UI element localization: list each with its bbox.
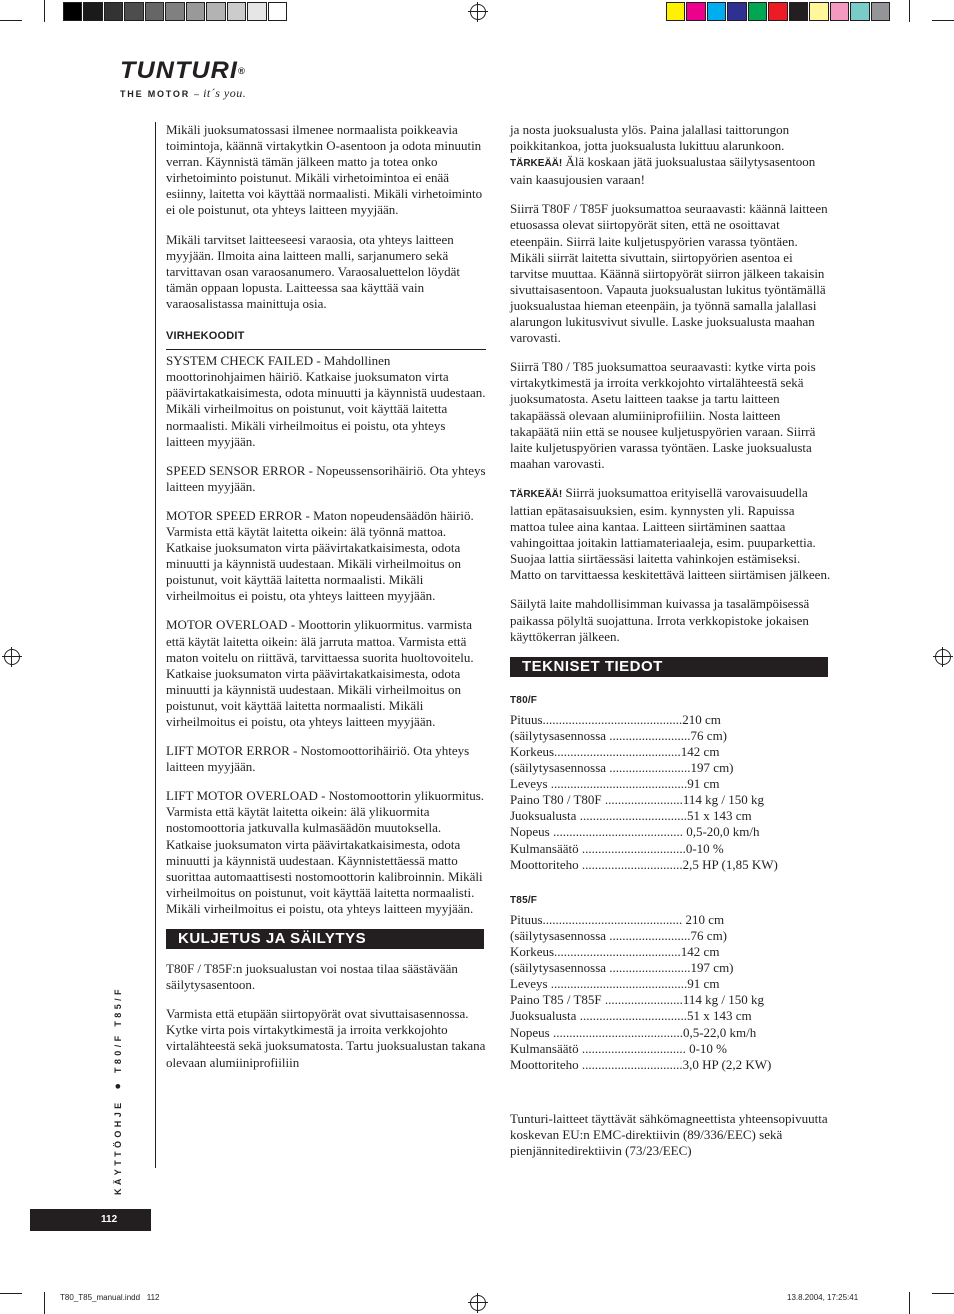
spec-value: 210 cm — [682, 711, 721, 727]
registration-mark-icon — [470, 1295, 486, 1311]
spec-label: Leveys — [510, 976, 548, 992]
spec-value: 0-10 % — [689, 1040, 728, 1056]
column-rule — [155, 122, 156, 1168]
important-text: Siirrä juoksumattoa erityisellä varovaisuudella lattian epätasaisuuksien, esim. kynnysten yli. Rapuissa mattoa tulee aina kantaa. Laitteen siirtäminen saattaa vahingoittaa joitakin lattiamateriaaleja, esim. puuparkettia. Suojaa lattia siirtäessäsi laitetta vahinkojen estämiseksi. Matto on tarvittaessa keskitettävä laitteen siirtämisen jälkeen. — [510, 484, 831, 583]
footer-file: T80_T85_manual.indd 112 — [60, 1293, 160, 1302]
registration-mark-icon — [935, 649, 951, 665]
important-label: TÄRKEÄÄ! — [510, 488, 563, 500]
spec-label: Moottoriteho — [510, 1056, 579, 1072]
spec-dots: ................................. — [576, 1008, 687, 1024]
spec-row — [510, 776, 832, 792]
spec-dots: ........................................... — [542, 711, 683, 727]
side-label-model: T80/F T85/F — [113, 986, 123, 1074]
color-swatch — [666, 2, 685, 21]
error-codes-heading: VIRHEKOODIT — [166, 330, 245, 343]
spec-row — [510, 712, 832, 728]
spec-row — [510, 728, 832, 744]
tagline-dash: – — [194, 89, 200, 99]
error-paragraph: LIFT MOTOR ERROR - Nostomoottorihäiriö. Ota yhteys laitteen myyjään. — [166, 743, 470, 775]
spec-row — [510, 928, 832, 944]
crop-mark — [0, 1293, 22, 1294]
color-swatch — [206, 2, 225, 21]
spec-value: 51 x 143 cm — [686, 808, 752, 824]
color-swatch — [809, 2, 828, 21]
spec-row — [510, 1057, 832, 1073]
spec-dots: ........................ — [601, 992, 683, 1008]
spec-row — [510, 1025, 832, 1041]
spec-label: Leveys — [510, 776, 548, 792]
spec-row — [510, 1008, 832, 1024]
color-swatch — [186, 2, 205, 21]
color-swatch — [165, 2, 184, 21]
continuation-text: ja nosta juoksualusta ylös. Paina jalallasi taittorungon poikkitankoa, jotta juoksualusta lukittuu alarunkoon. — [510, 122, 790, 154]
crop-mark — [44, 0, 45, 22]
spec-row — [510, 760, 832, 776]
spec-row — [510, 944, 832, 960]
color-swatch — [707, 2, 726, 21]
spec-dots: ............................... — [578, 1056, 683, 1072]
spec-dots: .......................................... — [547, 776, 688, 792]
color-swatch — [268, 2, 287, 21]
warning-paragraph — [510, 485, 832, 584]
spec-label: (säilytysasennossa — [510, 960, 607, 976]
spec-row — [510, 960, 832, 976]
spec-dots: ......................... — [606, 760, 691, 776]
color-swatch — [748, 2, 767, 21]
color-swatch — [104, 2, 123, 21]
spec-value: 91 cm — [687, 976, 720, 992]
emc-paragraph: Tunturi-laitteet täyttävät sähkömagneettista yhteensopivuutta koskevan EU:n EMC-direktiivin (89/336/EEC) sekä pienjännitedirektiivin (73/23/EEC) — [510, 1110, 828, 1158]
error-paragraph: SYSTEM CHECK FAILED - Mahdollinen moottorinohjaimen häiriö. Katkaise juoksumaton virta päävirtakatkaisimesta, odota minuutti ja käynnistä uudestaan. Mikäli virheilmoitus on poistunut, voit käyttää laitetta normaalisti. Mikäli virheilmoitus ei poistu, ota yhteys laitteen myyjään. — [166, 353, 486, 449]
transport-heading: KULJETUS JA SÄILYTYS — [166, 929, 484, 949]
spec-label: Paino T80 / T80F — [510, 792, 602, 808]
color-swatch — [789, 2, 808, 21]
spec-value: 197 cm) — [690, 760, 734, 776]
color-swatch-strip — [666, 0, 891, 23]
footer-date: 13.8.2004, 17:25:41 — [787, 1293, 859, 1302]
storage-paragraph: Säilytä laite mahdollisimman kuivassa ja tasalämpöisessä paikassa pölyltä suojattuna. Irrota verkkopistoke jokaisen käyttökerran jälkeen. — [510, 596, 810, 644]
spec-label: Kulmansäätö — [510, 840, 579, 856]
error-paragraph: MOTOR OVERLOAD - Moottorin ylikuormitus. varmista että käytät laitetta oikein: älä jarruta mattoa. Varmista että maton voitelu on riittävä, tarvittaessa suorita huoltovoitelu. Katkaise juoksumaton virta päävirtakatkaisimesta, odota minuutti ja käynnistä uudestaan. Mikäli virheilmoitus on poistunut, voit käyttää laitetta normaalisti. Mikäli virheilmoitus ei poistu, ota yhteys laitteen myyjään. — [166, 617, 474, 729]
spec-row — [510, 1041, 832, 1057]
spec-value: 114 kg / 150 kg — [682, 792, 765, 808]
color-swatch — [247, 2, 266, 21]
spec-dots: ......................... — [606, 960, 691, 976]
brand-logo — [120, 57, 280, 100]
spec-dots: ....................................... — [554, 744, 681, 759]
tagline-main: THE MOTOR — [120, 89, 191, 99]
page-number: 112 — [101, 1214, 118, 1225]
crop-mark — [932, 1293, 954, 1294]
registered-mark: ® — [237, 66, 246, 76]
spec-dots: ......................... — [606, 727, 691, 743]
color-swatch — [830, 2, 849, 21]
spec-value: 76 cm) — [690, 727, 728, 743]
right-column — [510, 122, 832, 1172]
spec-value: 2,5 HP (1,85 KW) — [682, 856, 778, 872]
spec-dots: ....................................... — [554, 944, 681, 960]
spec-label: Pituus — [510, 911, 543, 927]
spec-value: 0,5-22,0 km/h — [682, 1024, 757, 1040]
brand-name: TUNTURI — [120, 57, 238, 84]
t85f-spec-list — [510, 912, 832, 1073]
spec-row — [510, 976, 832, 992]
crop-mark — [0, 20, 22, 21]
spec-row — [510, 744, 832, 760]
spec-row — [510, 857, 832, 873]
t85f-heading: T85/F — [510, 894, 538, 906]
spec-value: 114 kg / 150 kg — [682, 992, 765, 1008]
spec-dots: ................................ — [578, 840, 686, 856]
color-swatch — [768, 2, 787, 21]
color-swatch — [850, 2, 869, 21]
spec-value: 3,0 HP (2,2 KW) — [682, 1056, 772, 1072]
spec-dots: ................................ — [578, 1040, 690, 1056]
spec-dots: ........................................... — [542, 911, 686, 927]
spec-dots: ............................... — [578, 856, 683, 872]
color-swatch — [124, 2, 143, 21]
spec-label: (säilytysasennossa — [510, 927, 607, 943]
spec-label: Nopeus — [510, 1024, 550, 1040]
intro-paragraph: Mikäli juoksumatossasi ilmenee normaalista poikkeavia toimintoja, käännä virtakytkin O-asentoon ja odota minuutin verran. Käynnistä tämän jälkeen matto ja totea onko virhetoiminto poistunut. Mikäli virhetoimintoa ei enää esiinny, laitetta voi käyttää normaalisti. Mikäli virhetoiminto ei ole poistunut, ota yhteys laitteen myyjään. — [166, 122, 483, 218]
spec-row — [510, 792, 832, 808]
spec-row — [510, 824, 832, 840]
spec-dots: ......................... — [606, 927, 691, 943]
spec-value: 0,5-20,0 km/h — [686, 824, 760, 840]
registration-mark-icon — [470, 4, 486, 20]
spec-row — [510, 992, 832, 1008]
spec-label: (säilytysasennossa — [510, 727, 607, 743]
spec-dots: ................................. — [576, 808, 687, 824]
error-paragraph: MOTOR SPEED ERROR - Maton nopeudensäädön häiriö. Varmista että käytät laitetta oikein: älä työnnä mattoa. Katkaise juoksumaton virta päävirtakatkaisimesta, odota minuutti ja käynnistä uudestaan. Mikäli virheilmoitus on poistunut, voit käyttää laitetta normaalisti. Mikäli virheilmoitus ei poistu, ota yhteys laitteen myyjään. — [166, 507, 474, 604]
crop-mark — [44, 1292, 45, 1314]
spec-label: Paino T85 / T85F — [510, 992, 602, 1008]
tagline-italic: it´s you. — [203, 86, 247, 100]
spec-label: (säilytysasennossa — [510, 760, 607, 776]
spec-dots: ........................................ — [549, 824, 687, 840]
left-column — [166, 122, 486, 1084]
spec-label: Moottoriteho — [510, 856, 579, 872]
crop-mark — [909, 1292, 910, 1314]
move-t80f-paragraph: Siirrä T80F / T85F juoksumattoa seuraavasti: käännä laitteen etuosassa olevat siirtopyörät siten, että ne osoittavat eteenpäin. Siirrä laite kuljetuspyörien varassa työntäen. Mikäli siirrät laitetta sivuttain, siirtopyörien asentoa ei tarvitse muuttaa. Käännä siirtopyörät siirron jälkeen takaisin sivuttaisasentoon. Vapauta juoksualustan lukitus työntämällä juoksualustaa hieman eteenpäin, ja työnnä samalla jalallasi alarungon lukitusvivut sivulle. Laske juoksualusta maahan varovasti. — [510, 201, 828, 346]
color-swatch — [145, 2, 164, 21]
spec-label: Pituus — [510, 711, 543, 727]
spec-value: 142 cm — [680, 944, 720, 960]
color-swatch — [686, 2, 705, 21]
spec-row — [510, 808, 832, 824]
spec-label: Juoksualusta — [510, 1008, 577, 1024]
spec-value: 210 cm — [685, 911, 725, 927]
spec-label: Korkeus — [510, 944, 555, 960]
spec-value: 142 cm — [680, 744, 720, 759]
color-swatch — [727, 2, 746, 21]
spec-dots: .......................................... — [547, 976, 688, 992]
spec-value: 91 cm — [687, 776, 720, 792]
transport-paragraph: Varmista että etupään siirtopyörät ovat sivuttaisasennossa. Kytke virta pois virtakytkimestä ja irroita verkkojohto virtalähteestä sekä juoksumatosta. Tartu juoksualustan takana olevaan alumiiniprofiiliin — [166, 1006, 486, 1070]
move-t80-paragraph: Siirrä T80 / T85 juoksumattoa seuraavasti: kytke virta pois virtakytkimestä ja irroita verkkojohto virtalähteestä sekä juoksumatosta. Asetu laitteen taakse ja tartu laitteen takapäässä olevaan alumiiniprofiiliin. Nosta laitteen takapäätä niin että se nousee kuljetuspyörien varaan. Siirrä laite kuljetuspyörien varassa työntäen. Laske juoksualusta maahan varovasti. — [510, 359, 816, 471]
registration-mark-icon — [4, 649, 20, 665]
side-label-bullet: ● — [112, 1082, 124, 1090]
spec-value: 76 cm) — [690, 927, 728, 943]
spec-row — [510, 841, 832, 857]
spec-dots: ........................ — [601, 792, 683, 808]
gray-swatch-strip — [63, 0, 288, 23]
spec-label: Nopeus — [510, 824, 550, 840]
intro-paragraph: Mikäli tarvitset laitteeseesi varaosia, ota yhteys laitteen myyjään. Ilmoita aina laitteen malli, sarjanumero sekä tarvittavan osan varaosanumero. Varaosaluettelon löydät tämän oppaan lopusta. Laitteessa saa käyttää vain varaosalistassa mainittuja osia. — [166, 231, 460, 311]
spec-label: Kulmansäätö — [510, 1040, 579, 1056]
t80f-spec-list — [510, 712, 832, 873]
side-label — [112, 986, 124, 1195]
tech-specs-heading: TEKNISET TIEDOT — [510, 657, 828, 677]
color-swatch — [63, 2, 82, 21]
spec-label: Korkeus — [510, 744, 555, 759]
transport-paragraph: T80F / T85F:n juoksualustan voi nostaa tilaa säästävään säilytysasentoon. — [166, 961, 458, 993]
crop-mark — [909, 0, 910, 22]
color-swatch — [83, 2, 102, 21]
important-text: Älä koskaan jätä juoksualustaa säilytysasentoon vain kaasujousien varaan! — [510, 154, 816, 188]
t80f-heading: T80/F — [510, 694, 538, 706]
spec-value: 51 x 143 cm — [686, 1008, 752, 1024]
spec-row — [510, 912, 832, 928]
color-swatch — [227, 2, 246, 21]
heading-rule — [166, 349, 486, 350]
spec-value: 0-10 % — [685, 840, 724, 856]
spec-dots: ........................................ — [549, 1024, 683, 1040]
spec-value: 197 cm) — [690, 960, 734, 976]
error-paragraph: LIFT MOTOR OVERLOAD - Nostomoottorin ylikuormitus. Varmista että käytät laitetta oikein: älä ylikuormita nostomoottoria jatkuvalla kulmasäädön muutoksella. Katkaise juoksumaton virta päävirtakatkaisimesta, odota minuutti ja käynnistä uudestaan. Käynnistettäessä matto suorittaa automaattisesti nostomoottorin kalibroinnin. Mikäli virheilmoitus on poistunut, voit käyttää laitetta normaalisti. Mikäli virheilmoitus ei poistu, ota yhteys laitteen myyjään. — [166, 788, 485, 916]
spec-label: Juoksualusta — [510, 808, 577, 824]
error-paragraph: SPEED SENSOR ERROR - Nopeussensorihäiriö. Ota yhteys laitteen myyjään. — [166, 462, 486, 494]
important-label: TÄRKEÄÄ! — [510, 158, 563, 170]
transport-continuation — [510, 122, 832, 188]
page-number-tab — [30, 1209, 151, 1231]
crop-mark — [932, 20, 954, 21]
color-swatch — [871, 2, 890, 21]
side-label-manual: KÄYTTÖOHJE — [113, 1099, 123, 1195]
